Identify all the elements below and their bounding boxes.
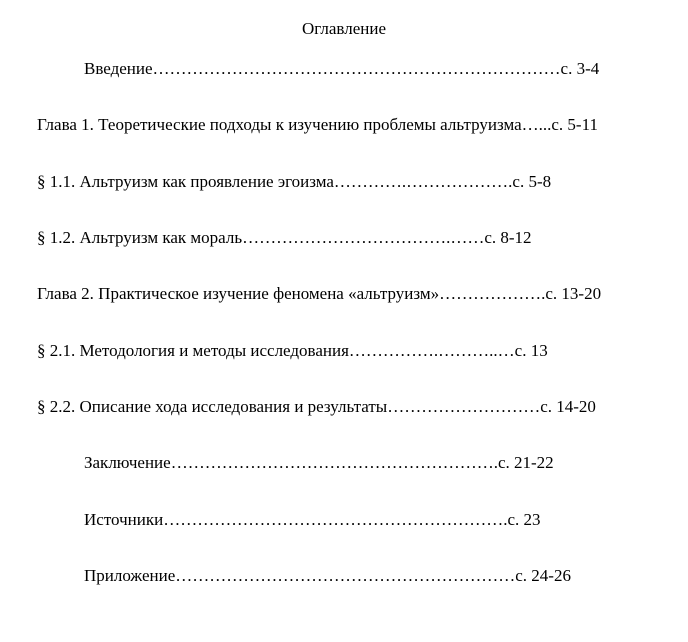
toc-entry-sources: Источники…………………………………………………….с. 23 bbox=[84, 510, 541, 529]
toc-entry-introduction: Введение………………………………………………………………с. 3-4 bbox=[84, 59, 600, 78]
toc-entry-chapter-1: Глава 1. Теоретические подходы к изучению проблемы альтруизма…...с. 5-11 bbox=[37, 115, 598, 134]
toc-entry-section-1-1: § 1.1. Альтруизм как проявление эгоизма………….……………….с. 5-8 bbox=[37, 172, 552, 191]
toc-entry-section-2-2: § 2.2. Описание хода исследования и результаты………………………с. 14-20 bbox=[37, 397, 596, 416]
toc-entry-conclusion: Заключение………………………………………………….с. 21-22 bbox=[84, 453, 554, 472]
toc-entry-chapter-2: Глава 2. Практическое изучение феномена «альтруизм»……………….с. 13-20 bbox=[37, 284, 602, 303]
toc-entry-section-1-2: § 1.2. Альтруизм как мораль……………………………….……с. 8-12 bbox=[37, 228, 532, 247]
toc-title: Оглавление bbox=[302, 19, 386, 38]
toc-entry-section-2-1: § 2.1. Методология и методы исследования…………….………..…с. 13 bbox=[37, 341, 548, 360]
toc-entry-appendix: Приложение……………………………………………………с. 24-26 bbox=[84, 566, 571, 585]
